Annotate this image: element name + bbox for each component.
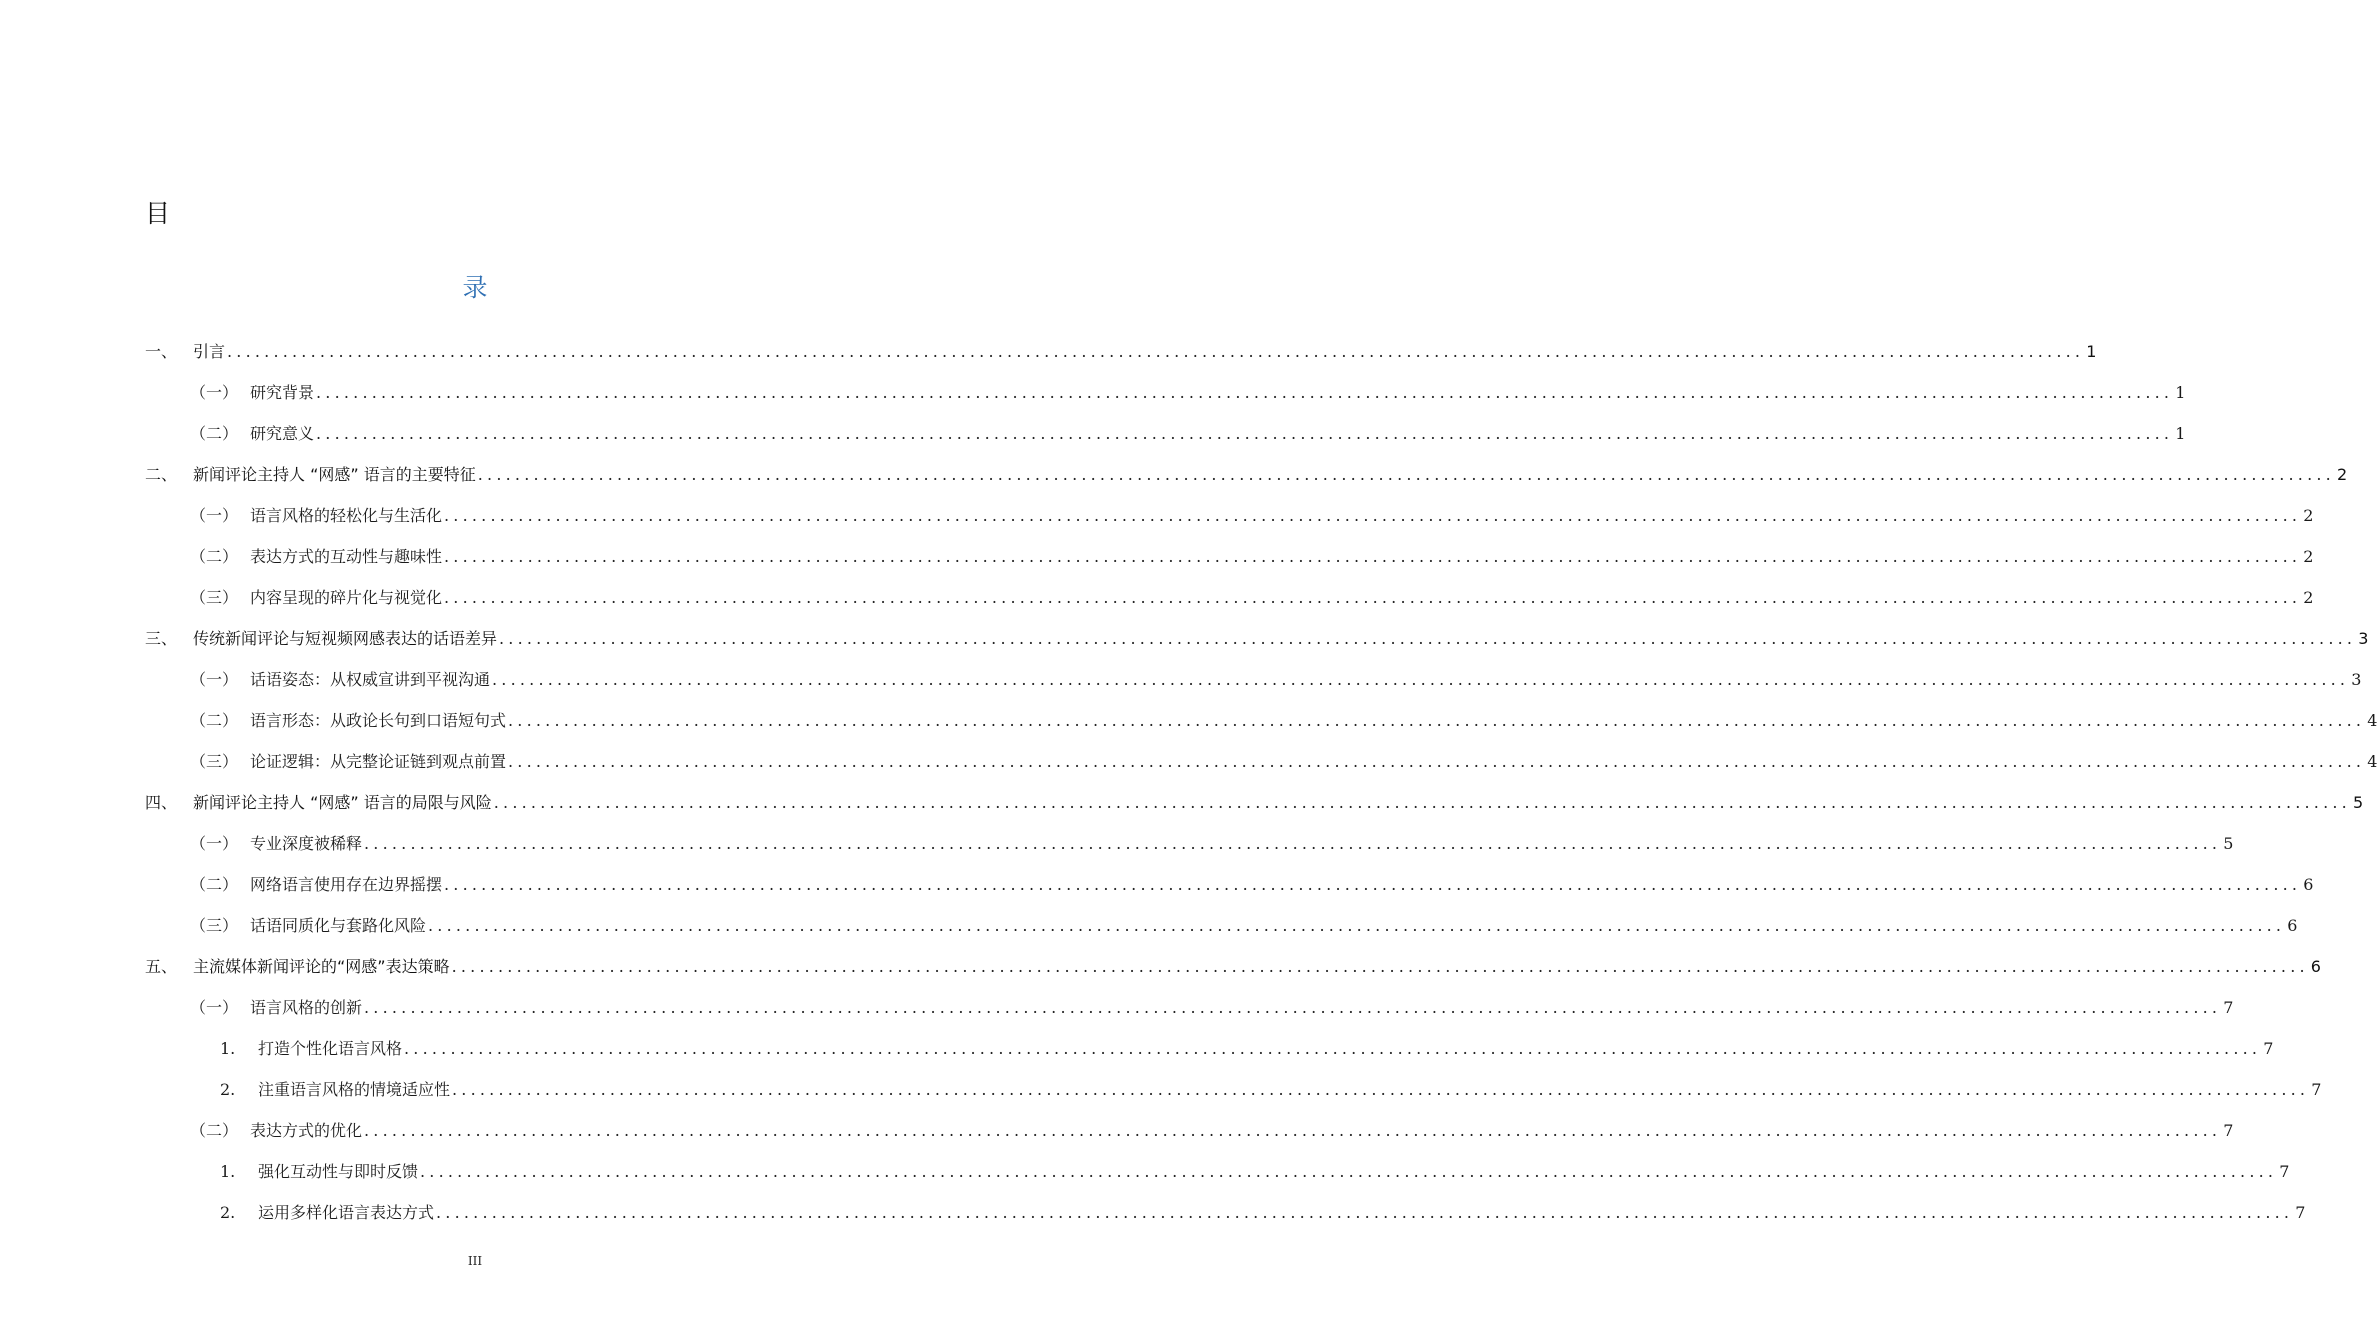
toc-entry-title: 研究意义 [250, 424, 315, 443]
toc-entry-title: 研究背景 [250, 383, 315, 402]
toc-title-second-char: 录 [462, 273, 488, 302]
toc-entry[interactable] [220, 1037, 2274, 1061]
toc-entry-number: 2. [220, 1203, 236, 1222]
toc-entry[interactable] [190, 832, 2234, 856]
toc-entry[interactable] [220, 1078, 2322, 1102]
toc-entry-title: 表达方式的互动性与趣味性 [250, 547, 443, 566]
toc-entry-number: （一） [190, 670, 239, 689]
toc-entry-page: 2 [2336, 465, 2348, 484]
toc-entry-page: 7 [2295, 1203, 2306, 1222]
toc-entry-page: 3 [2351, 670, 2362, 689]
toc-entry-title: 主流媒体新闻评论的“网感”表达策略 [193, 957, 450, 976]
toc-dot-leader: ........................................................................................................................................................................................................ [492, 670, 2350, 689]
toc-entry[interactable] [190, 1119, 2234, 1143]
page-number-footer: III [467, 1254, 483, 1268]
toc-entry-title: 强化互动性与即时反馈 [258, 1162, 419, 1181]
toc-entry[interactable] [145, 340, 2097, 364]
toc-title-first-char: 目 [145, 199, 171, 228]
toc-dot-leader: ........................................................................................................................................................................................................ [444, 547, 2302, 566]
toc-entry-title: 运用多样化语言表达方式 [258, 1203, 435, 1222]
toc-entry-number: 二、 [145, 465, 178, 484]
toc-entry[interactable] [190, 914, 2298, 938]
toc-entry-page: 6 [2287, 916, 2298, 935]
toc-entry-number: （二） [190, 424, 239, 443]
toc-entry[interactable] [190, 709, 2377, 733]
toc-entry-title: 话语同质化与套路化风险 [250, 916, 427, 935]
toc-entry-page: 2 [2303, 506, 2314, 525]
toc-entry-title: 表达方式的优化 [250, 1121, 363, 1140]
toc-entry-title: 新闻评论主持人 “网感” 语言的局限与风险 [193, 793, 492, 812]
toc-dot-leader: ........................................................................................................................................................................................................ [364, 998, 2222, 1017]
toc-entry-number: （三） [190, 588, 239, 607]
toc-entry-page: 2 [2303, 547, 2314, 566]
toc-entry-title: 注重语言风格的情境适应性 [258, 1080, 451, 1099]
toc-entry-title: 语言风格的轻松化与生活化 [250, 506, 443, 525]
toc-entry-number: （一） [190, 834, 239, 853]
toc-entry-title: 打造个性化语言风格 [258, 1039, 403, 1058]
toc-entry[interactable] [190, 545, 2314, 569]
toc-entry-number: 2. [220, 1080, 236, 1099]
toc-entry-page: 5 [2223, 834, 2234, 853]
toc-entry-title: 内容呈现的碎片化与视觉化 [250, 588, 443, 607]
toc-entry-page: 3 [2358, 629, 2369, 648]
toc-entry[interactable] [145, 791, 2364, 815]
toc-entry[interactable] [190, 381, 2186, 405]
toc-entry[interactable] [190, 504, 2314, 528]
toc-entry-number: （二） [190, 547, 239, 566]
toc-entry-number: （一） [190, 383, 239, 402]
toc-entry[interactable] [190, 422, 2186, 446]
toc-dot-leader: ........................................................................................................................................................................................................ [404, 1039, 2262, 1058]
toc-entry-page: 6 [2303, 875, 2314, 894]
toc-entry-number: （一） [190, 998, 239, 1017]
toc-entry-page: 7 [2311, 1080, 2322, 1099]
toc-entry[interactable] [220, 1160, 2290, 1184]
toc-entry-number: （二） [190, 1121, 239, 1140]
toc-dot-leader: ........................................................................................................................................................................................................ [428, 916, 2286, 935]
toc-dot-leader: ........................................................................................................................................................................................................ [316, 383, 2174, 402]
toc-entry[interactable] [190, 750, 2377, 774]
toc-dot-leader: ........................................................................................................................................................................................................ [499, 629, 2357, 648]
toc-entry-page: 7 [2279, 1162, 2290, 1181]
toc-dot-leader: ........................................................................................................................................................................................................ [420, 1162, 2278, 1181]
toc-entry-number: （三） [190, 916, 239, 935]
toc-entry-page: 1 [2175, 424, 2186, 443]
toc-entry-number: 1. [220, 1162, 236, 1181]
toc-entry[interactable] [145, 627, 2369, 651]
toc-dot-leader: ........................................................................................................................................................................................................ [364, 1121, 2222, 1140]
toc-entry-title: 论证逻辑：从完整论证链到观点前置 [250, 752, 507, 771]
toc-dot-leader: ........................................................................................................................................................................................................ [444, 588, 2302, 607]
toc-dot-leader: ........................................................................................................................................................................................................ [436, 1203, 2294, 1222]
toc-dot-leader: ........................................................................................................................................................................................................ [451, 957, 2309, 976]
toc-entry[interactable] [190, 586, 2314, 610]
toc-entry-number: （二） [190, 711, 239, 730]
toc-entry-number: （二） [190, 875, 239, 894]
toc-dot-leader: ........................................................................................................................................................................................................ [477, 465, 2335, 484]
toc-entry[interactable] [145, 955, 2321, 979]
toc-dot-leader: ........................................................................................................................................................................................................ [508, 711, 2366, 730]
toc-entry-title: 话语姿态：从权威宣讲到平视沟通 [250, 670, 491, 689]
toc-dot-leader: ........................................................................................................................................................................................................ [452, 1080, 2310, 1099]
toc-dot-leader: ........................................................................................................................................................................................................ [444, 875, 2302, 894]
toc-entry-title: 语言风格的创新 [250, 998, 363, 1017]
toc-entry-page: 5 [2352, 793, 2364, 812]
toc-entry-page: 4 [2367, 711, 2377, 730]
toc-entry-number: 五、 [145, 957, 178, 976]
toc-dot-leader: ........................................................................................................................................................................................................ [444, 506, 2302, 525]
toc-entry-number: （三） [190, 752, 239, 771]
toc-entry[interactable] [145, 463, 2348, 487]
toc-entry-title: 新闻评论主持人 “网感” 语言的主要特征 [193, 465, 476, 484]
toc-entry-number: 1. [220, 1039, 236, 1058]
toc-entry-title: 语言形态：从政论长句到口语短句式 [250, 711, 507, 730]
toc-entry-page: 6 [2310, 957, 2321, 976]
toc-entry-page: 7 [2223, 998, 2234, 1017]
toc-dot-leader: ........................................................................................................................................................................................................ [364, 834, 2222, 853]
toc-entry-page: 2 [2303, 588, 2314, 607]
toc-entry-title: 传统新闻评论与短视频网感表达的话语差异 [193, 629, 498, 648]
toc-entry-number: 四、 [145, 793, 178, 812]
toc-entry-number: 一、 [145, 342, 178, 361]
toc-dot-leader: ........................................................................................................................................................................................................ [227, 342, 2085, 361]
toc-entry-number: （一） [190, 506, 239, 525]
toc-entry-page: 1 [2175, 383, 2186, 402]
toc-entry-page: 4 [2367, 752, 2377, 771]
toc-entry-number: 三、 [145, 629, 178, 648]
toc-entry[interactable] [190, 873, 2314, 897]
toc-dot-leader: ........................................................................................................................................................................................................ [493, 793, 2351, 812]
toc-entry-title: 专业深度被稀释 [250, 834, 363, 853]
toc-dot-leader: ........................................................................................................................................................................................................ [508, 752, 2366, 771]
toc-entry-title: 引言 [193, 342, 226, 361]
toc-entry-page: 1 [2086, 342, 2097, 361]
toc-entry[interactable] [220, 1201, 2306, 1225]
toc-entry-title: 网络语言使用存在边界摇摆 [250, 875, 443, 894]
toc-entry[interactable] [190, 668, 2362, 692]
toc-dot-leader: ........................................................................................................................................................................................................ [316, 424, 2174, 443]
toc-entry[interactable] [190, 996, 2234, 1020]
toc-entry-page: 7 [2263, 1039, 2274, 1058]
toc-entry-page: 7 [2223, 1121, 2234, 1140]
